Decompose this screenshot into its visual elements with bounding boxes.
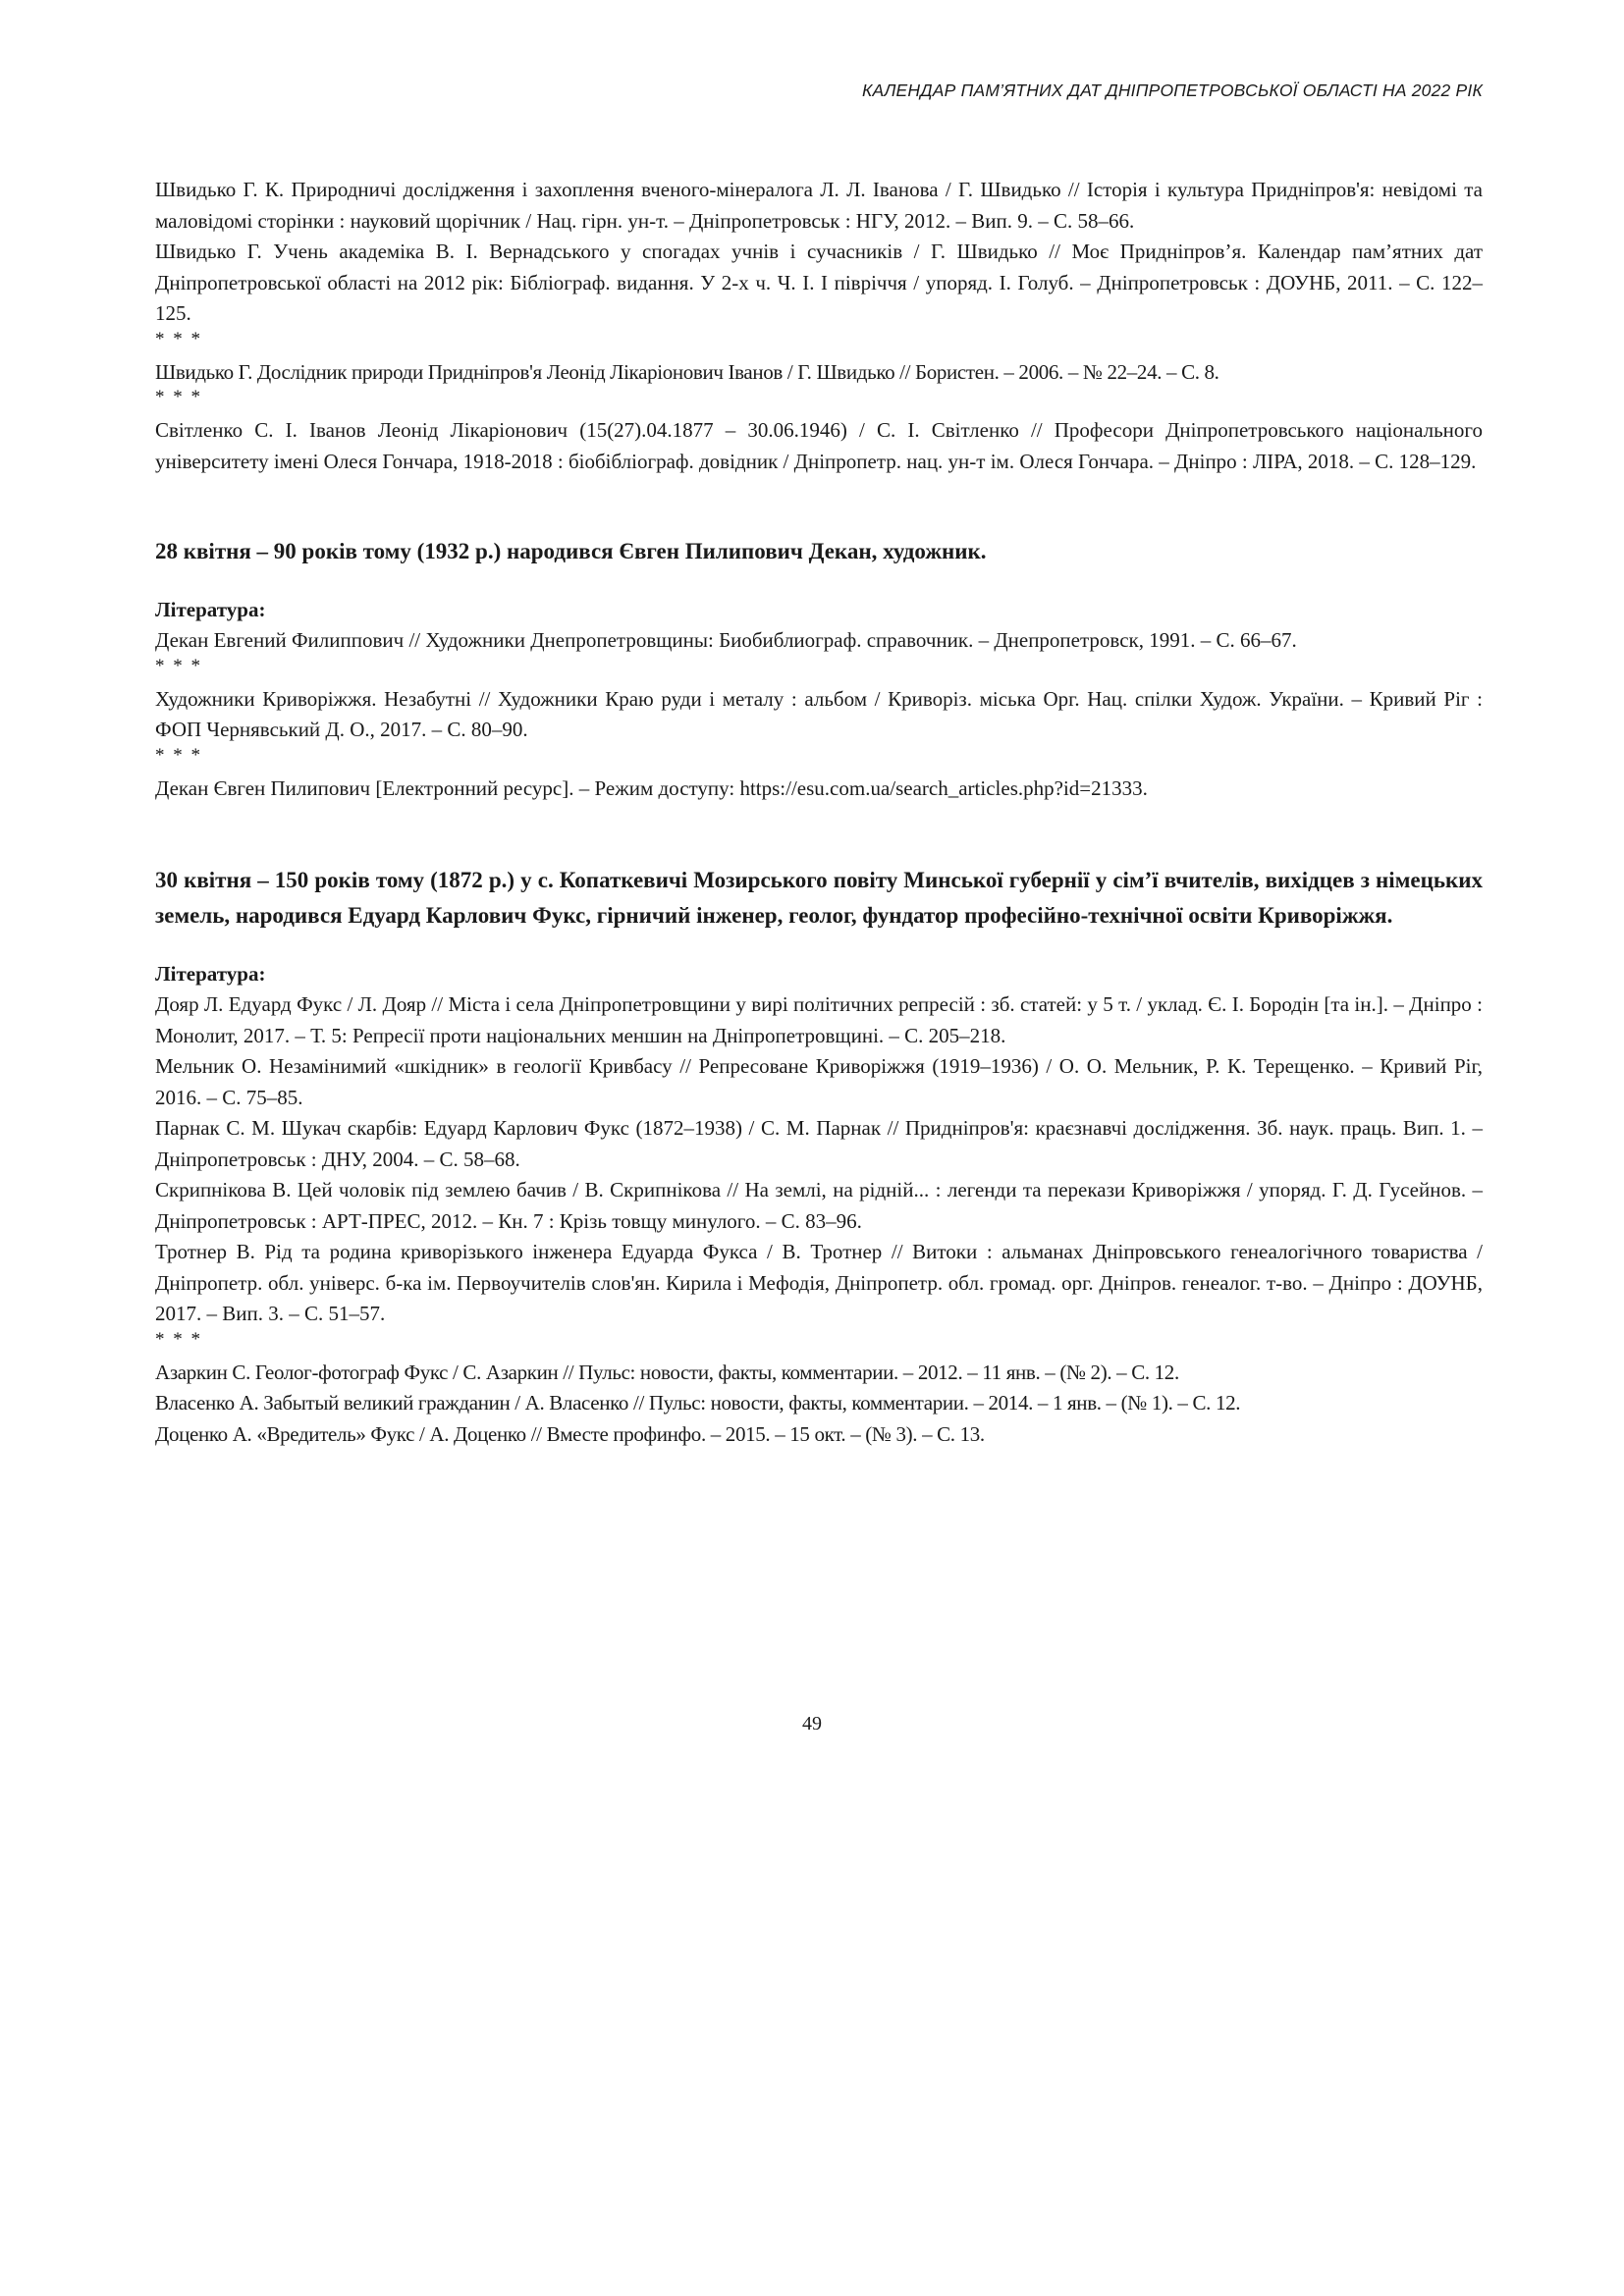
separator: * * * — [155, 744, 202, 766]
bibliography-entry: Азаркин С. Геолог-фотограф Фукс / С. Азаркин // Пульс: новости, факты, комментарии. – 2012. – 11 янв. – (№ 2). – С. 12. — [155, 1360, 1179, 1384]
separator: * * * — [155, 655, 202, 676]
bibliography-entry: Світленко С. І. Іванов Леонід Лікаріонович (15(27).04.1877 – 30.06.1946) / С. І. Світленко // Професори Дніпропетровського національного університету імені Олеся Гончара, 1918-2018 : біобібліограф. довідник / Дніпропетр. нац. ун-т ім. Олеся Гончара. – Дніпро : ЛІРА, 2018. – С. 128–129. — [155, 418, 1483, 473]
bibliography-entry: Швидько Г. К. Природничі дослідження і захоплення вченого-мінералога Л. Л. Іванова / Г. Швидько // Історія і культура Придніпров'я: невідомі та маловідомі сторінки : науковий щорічник / Нац. гірн. ун-т. – Дніпропетровськ : НГУ, 2012. – Вип. 9. – С. 58–66. — [155, 178, 1483, 233]
bibliography-entry: Мельник О. Незамінимий «шкідник» в геології Кривбасу // Репресоване Криворіжжя (1919–1936) / О. О. Мельник, Р. К. Терещенко. – Кривий Ріг, 2016. – С. 75–85. — [155, 1054, 1483, 1109]
running-header: КАЛЕНДАР ПАМ’ЯТНИХ ДАТ ДНІПРОПЕТРОВСЬКОЇ ОБЛАСТІ НА 2022 РІК — [861, 80, 1483, 100]
section-heading-fuks: 30 квітня – 150 років тому (1872 р.) у с. Копаткевичі Мозирського повіту Минської губернії у сім’ї вчителів, вихідцев з німецьких земель, народився Едуард Карлович Фукс, гірничий інженер, геолог, фундатор професійно-технічної освіти Криворіжжя. — [155, 868, 1483, 928]
bibliography-entry: Швидько Г. Учень академіка В. І. Вернадського у спогадах учнів і сучасників / Г. Швидько // Моє Придніпров’я. Календар пам’ятних дат Дніпропетровської області на 2012 рік: Бібліограф. видання. У 2-х ч. Ч. І. І півріччя / упоряд. І. Голуб. – Дніпропетровськ : ДОУНБ, 2011. – С. 122–125. — [155, 240, 1483, 325]
bibliography-entry: Скрипнікова В. Цей чоловік під землею бачив / В. Скрипнікова // На землі, на рідній... : легенди та перекази Криворіжжя / упоряд. Г. Д. Гусейнов. – Дніпропетровськ : АРТ-ПРЕС, 2012. – Кн. 7 : Крізь товщу минулого. – С. 83–96. — [155, 1178, 1483, 1233]
bibliography-entry: Художники Криворіжжя. Незабутні // Художники Краю руди і металу : альбом / Криворіз. міська Орг. Нац. спілки Худож. України. – Кривий Ріг : ФОП Чернявський Д. О., 2017. – С. 80–90. — [155, 686, 1483, 741]
separator: * * * — [155, 387, 202, 407]
literature-label: Література: — [155, 598, 266, 621]
bibliography-entry: Тротнер В. Рід та родина криворізького інженера Едуарда Фукса / В. Тротнер // Витоки : альманах Дніпровського генеалогічного товариства / Дніпропетр. обл. універс. б-ка ім. Первоучителів слов'ян. Кирила і Мефодія, Дніпропетр. обл. громад. орг. Дніпров. генеалог. т-во. – Дніпро : ДОУНБ, 2017. – Вип. 3. – С. 51–57. — [155, 1240, 1483, 1325]
bibliography-entry: Дояр Л. Едуард Фукс / Л. Дояр // Міста і села Дніпропетровщини у вирі політичних репресій : зб. статей: у 5 т. / уклад. Є. І. Бородін [та ін.]. – Дніпро : Монолит, 2017. – Т. 5: Репресії проти національних меншин на Дніпропетровщині. – С. 205–218. — [155, 992, 1483, 1047]
page-number: 49 — [802, 1713, 822, 1735]
bibliography-entry: Парнак С. М. Шукач скарбів: Едуард Карлович Фукс (1872–1938) / С. М. Парнак // Придніпров'я: краєзнавчі дослідження. Зб. наук. праць. Вип. 1. – Дніпропетровськ : ДНУ, 2004. – С. 58–68. — [155, 1116, 1483, 1171]
bibliography-entry: Декан Евгений Филиппович // Художники Днепропетровщины: Биобиблиограф. справочник. – Днепропетровск, 1991. – С. 66–67. — [155, 628, 1297, 652]
page-content — [155, 175, 1483, 1450]
bibliography-entry: Швидько Г. Дослідник природи Придніпров'я Леонід Лікаріонович Іванов / Г. Швидько // Бористен. – 2006. – № 22–24. – С. 8. — [155, 359, 1219, 384]
separator: * * * — [155, 328, 202, 349]
literature-label: Література: — [155, 962, 266, 986]
section-heading-dekan: 28 квітня – 90 років тому (1932 р.) народився Євген Пилипович Декан, художник. — [155, 539, 987, 563]
bibliography-entry: Декан Євген Пилипович [Електронний ресурс]. – Режим доступу: https://esu.com.ua/search_articles.php?id=21333. — [155, 775, 1148, 800]
separator: * * * — [155, 1328, 202, 1350]
bibliography-entry: Доценко А. «Вредитель» Фукс / А. Доценко // Вместе профинфо. – 2015. – 15 окт. – (№ 3). – С. 13. — [155, 1421, 985, 1446]
bibliography-entry: Власенко А. Забытый великий гражданин / А. Власенко // Пульс: новости, факты, комментарии. – 2014. – 1 янв. – (№ 1). – С. 12. — [155, 1391, 1241, 1415]
